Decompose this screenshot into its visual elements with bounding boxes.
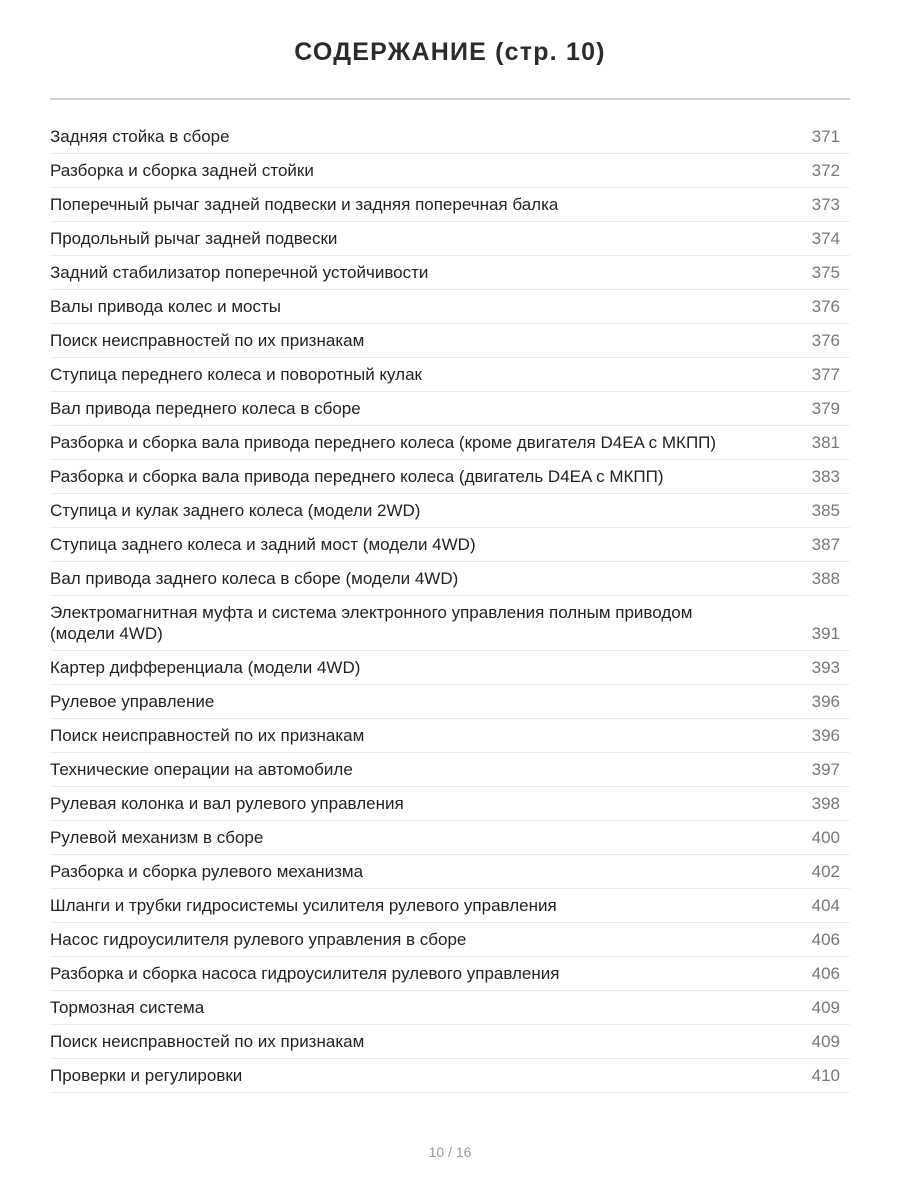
toc-entry-title[interactable]: Разборка и сборка насоса гидроусилителя рулевого управления [50,964,560,983]
toc-entry[interactable] [50,596,850,651]
toc-entry-title[interactable]: Рулевое управление [50,692,215,711]
toc-entry-page[interactable]: 371 [811,127,840,146]
toc-entry[interactable] [50,290,850,324]
toc-entry-page[interactable]: 406 [811,930,840,949]
toc-entry[interactable] [50,1025,850,1059]
toc-entry-title[interactable]: Продольный рычаг задней подвески [50,229,338,248]
toc-entry-title[interactable]: Вал привода заднего колеса в сборе (модели 4WD) [50,569,459,588]
toc-entry[interactable] [50,494,850,528]
toc-entry-page[interactable]: 388 [811,569,840,588]
toc-entry[interactable] [50,1059,850,1093]
toc-entry[interactable] [50,426,850,460]
toc-entry[interactable] [50,651,850,685]
toc-entry[interactable] [50,923,850,957]
toc-entry-page[interactable]: 375 [811,263,840,282]
page-indicator: 10 / 16 [428,1144,472,1160]
title-divider [50,98,850,100]
toc-entry-title[interactable]: Поиск неисправностей по их признакам [50,726,365,745]
toc-entry[interactable] [50,188,850,222]
toc-entry-page[interactable]: 381 [811,433,840,452]
toc-entry-page[interactable]: 377 [811,365,840,384]
toc-entry-title[interactable]: Поперечный рычаг задней подвески и задняя поперечная балка [50,195,559,214]
toc-entry-title[interactable]: Задняя стойка в сборе [50,127,230,146]
toc-entry-title[interactable]: Ступица заднего колеса и задний мост (модели 4WD) [50,535,476,554]
toc-entry-title[interactable]: Разборка и сборка вала привода переднего колеса (кроме двигателя D4EA с МКПП) [50,433,717,452]
toc-entry-title[interactable]: Задний стабилизатор поперечной устойчивости [50,263,429,282]
toc-entry-page[interactable]: 396 [811,692,840,711]
toc-entry-page[interactable]: 410 [811,1066,840,1085]
toc-entry-page[interactable]: 391 [811,624,840,643]
toc-entry-page[interactable]: 374 [811,229,840,248]
toc-entry[interactable] [50,821,850,855]
toc-entry-title[interactable]: Поиск неисправностей по их признакам [50,1032,365,1051]
toc-entry-title[interactable]: Вал привода переднего колеса в сборе [50,399,361,418]
toc-entry-page[interactable]: 409 [811,1032,840,1051]
toc-entry[interactable] [50,392,850,426]
toc-entry[interactable] [50,528,850,562]
toc-entry[interactable] [50,120,850,154]
toc-entry-page[interactable]: 396 [811,726,840,745]
toc-entry[interactable] [50,256,850,290]
toc-entry[interactable] [50,460,850,494]
toc-entry-page[interactable]: 402 [811,862,840,881]
table-of-contents [50,120,850,1093]
toc-entry-title[interactable]: Разборка и сборка задней стойки [50,161,314,180]
toc-entry-title[interactable]: Поиск неисправностей по их признакам [50,331,365,350]
toc-entry-title[interactable]: Ступица переднего колеса и поворотный кулак [50,365,422,384]
toc-entry-title[interactable]: Ступица и кулак заднего колеса (модели 2WD) [50,501,421,520]
toc-entry[interactable] [50,324,850,358]
toc-entry[interactable] [50,889,850,923]
toc-entry-title[interactable]: Проверки и регулировки [50,1066,243,1085]
toc-entry-page[interactable]: 400 [811,828,840,847]
toc-entry[interactable] [50,855,850,889]
toc-entry-page[interactable]: 379 [811,399,840,418]
toc-entry-page[interactable]: 406 [811,964,840,983]
toc-entry[interactable] [50,685,850,719]
toc-entry-page[interactable]: 376 [811,297,840,316]
toc-entry-page[interactable]: 409 [811,998,840,1017]
toc-entry[interactable] [50,719,850,753]
toc-entry-title[interactable]: Разборка и сборка рулевого механизма [50,862,364,881]
toc-entry-title[interactable]: Валы привода колес и мосты [50,297,282,316]
toc-entry-title[interactable]: Технические операции на автомобиле [50,760,353,779]
toc-entry-title[interactable]: Рулевая колонка и вал рулевого управления [50,794,404,813]
toc-entry-title[interactable]: Насос гидроусилителя рулевого управления в сборе [50,930,467,949]
toc-entry-page[interactable]: 376 [811,331,840,350]
toc-entry-page[interactable]: 398 [811,794,840,813]
toc-entry-title[interactable]: Шланги и трубки гидросистемы усилителя рулевого управления [50,896,557,915]
toc-entry-page[interactable]: 372 [811,161,840,180]
toc-entry-page[interactable]: 373 [811,195,840,214]
page-title: СОДЕРЖАНИЕ (стр. 10) [294,38,606,66]
toc-entry[interactable] [50,787,850,821]
toc-entry[interactable] [50,358,850,392]
toc-entry[interactable] [50,753,850,787]
toc-entry-page[interactable]: 383 [811,467,840,486]
toc-entry-title[interactable]: Электромагнитная муфта и система электронного управления полным приводом (модели 4WD) [50,603,693,643]
toc-entry[interactable] [50,154,850,188]
toc-entry-page[interactable]: 385 [811,501,840,520]
toc-entry-page[interactable]: 397 [811,760,840,779]
toc-entry-title[interactable]: Картер дифференциала (модели 4WD) [50,658,361,677]
toc-entry-page[interactable]: 393 [811,658,840,677]
toc-entry[interactable] [50,957,850,991]
toc-entry-title[interactable]: Рулевой механизм в сборе [50,828,264,847]
toc-entry[interactable] [50,562,850,596]
toc-entry-title[interactable]: Тормозная система [50,998,205,1017]
toc-entry-page[interactable]: 387 [811,535,840,554]
toc-entry-title[interactable]: Разборка и сборка вала привода переднего колеса (двигатель D4EA с МКПП) [50,467,664,486]
toc-entry-page[interactable]: 404 [811,896,840,915]
toc-entry[interactable] [50,991,850,1025]
toc-entry[interactable] [50,222,850,256]
